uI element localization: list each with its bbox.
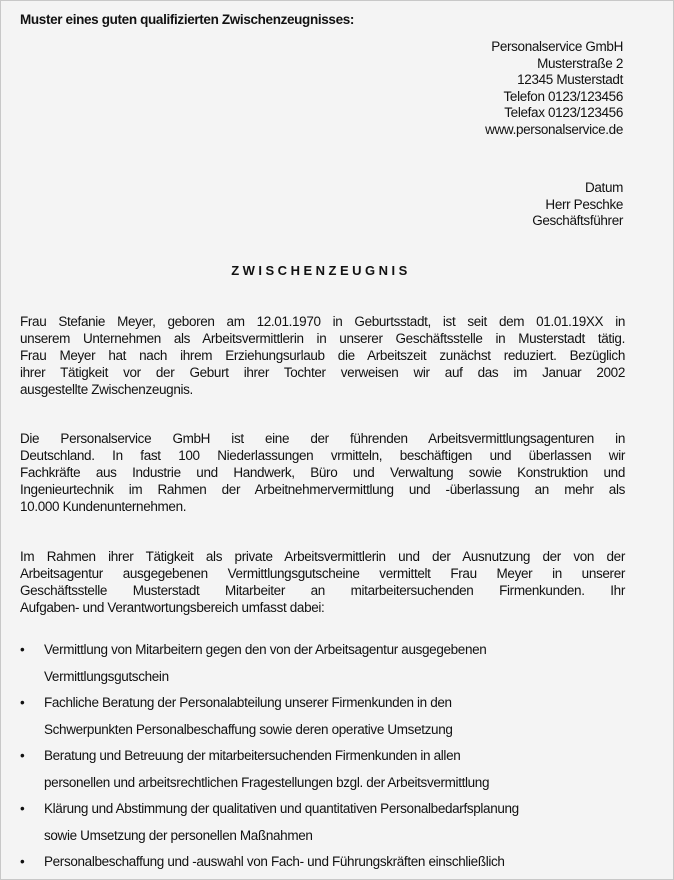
text-line: Geschäftsstelle Musterstadt Mitarbeiter an mitarbeitersuchenden Firmenkunden. Ihr: [20, 583, 625, 598]
document-heading: ZWISCHENZEUGNIS: [231, 263, 411, 278]
list-item-line: personellen und arbeitsrechtlichen Fragestellungen bzgl. der Arbeitsvermittlung: [44, 774, 490, 790]
bullet-icon: •: [20, 854, 25, 869]
list-item-line: Fachliche Beratung der Personalabteilung unserer Firmenkunden in den: [44, 695, 452, 710]
text-line: 10.000 Kundenunternehmen.: [20, 499, 187, 514]
list-item-line: Schwerpunkten Personalbeschaffung sowie deren operative Umsetzung: [44, 721, 453, 737]
text-line: ihrer Tätigkeit vor der Geburt ihrer Tochter verweisen wir auf das im Januar 2002: [20, 365, 625, 380]
text-line: Aufgaben- und Verantwortungsbereich umfasst dabei:: [20, 600, 325, 615]
list-item-line: Personalbeschaffung und -auswahl von Fach- und Führungskräften einschließlich: [44, 854, 505, 869]
list-item: [20, 849, 640, 876]
list-item-line: Beratung und Betreuung der mitarbeitersuchenden Firmenkunden in allen: [44, 748, 461, 763]
list-item-line: Vermittlungsgutschein: [44, 668, 169, 684]
sender-line: 12345 Musterstadt: [517, 72, 623, 87]
text-line: Arbeitsagentur ausgegebenen Vermittlungsgutscheine vermittelt Frau Meyer in unserer: [20, 566, 625, 581]
sender-line: Personalservice GmbH: [491, 39, 623, 54]
bullet-icon: •: [20, 642, 25, 657]
text-line: Deutschland. In fast 100 Niederlassungen vrmitteln, beschäftigen und überlassen wir: [20, 448, 625, 463]
list-item-line: Klärung und Abstimmung der qualitativen und quantitativen Personalbedarfsplanung: [44, 801, 519, 816]
text-line: Die Personalservice GmbH ist eine der führenden Arbeitsvermittlungsagenturen in: [20, 431, 625, 446]
bullet-icon: •: [20, 748, 25, 763]
list-item: [20, 637, 640, 690]
signature-block: [532, 180, 623, 230]
signature-line: Datum: [584, 180, 623, 195]
sender-address: [485, 39, 623, 138]
paragraph-tasks: [20, 548, 625, 616]
list-item: [20, 796, 640, 849]
list-item: [20, 690, 640, 743]
text-line: Im Rahmen ihrer Tätigkeit als private Arbeitsvermittlerin und der Ausnutzung der von der: [20, 549, 625, 564]
text-line: ausgestellte Zwischenzeugnis.: [20, 382, 193, 397]
document-title: Muster eines guten qualifizierten Zwischenzeugnisses:: [20, 12, 355, 27]
paragraph-company: [20, 430, 625, 515]
list-item: [20, 743, 640, 796]
signature-line: Geschäftsführer: [532, 213, 623, 228]
sender-line: www.personalservice.de: [485, 121, 623, 137]
paragraph-intro: [20, 313, 625, 398]
text-line: Fachkräfte aus Industrie und Handwerk, Büro und Verwaltung sowie Konstruktion und: [20, 465, 625, 480]
sender-line: Telefax 0123/123456: [504, 105, 623, 120]
text-line: unserem Unternehmen als Arbeitsvermittlerin in unserer Geschäftsstelle in Musterstadt tätig.: [20, 331, 625, 346]
sender-line: Telefon 0123/123456: [503, 88, 623, 104]
text-line: Frau Meyer hat nach ihrem Erziehungsurlaub die Arbeitszeit zunächst reduziert. Bezüglich: [20, 348, 625, 363]
bullet-icon: •: [20, 801, 25, 816]
text-line: Frau Stefanie Meyer, geboren am 12.01.1970 in Geburtsstadt, ist seit dem 01.01.19XX in: [20, 314, 625, 329]
task-list: [20, 637, 640, 876]
list-item-line: Vermittlung von Mitarbeitern gegen den von der Arbeitsagentur ausgegebenen: [44, 642, 487, 657]
text-line: Ingenieurtechnik im Rahmen der Arbeitnehmervermittlung und -überlassung an mehr als: [20, 482, 625, 497]
sender-line: Musterstraße 2: [537, 55, 623, 71]
bullet-icon: •: [20, 695, 25, 710]
signature-line: Herr Peschke: [545, 196, 623, 212]
list-item-line: sowie Umsetzung der personellen Maßnahmen: [44, 827, 313, 843]
